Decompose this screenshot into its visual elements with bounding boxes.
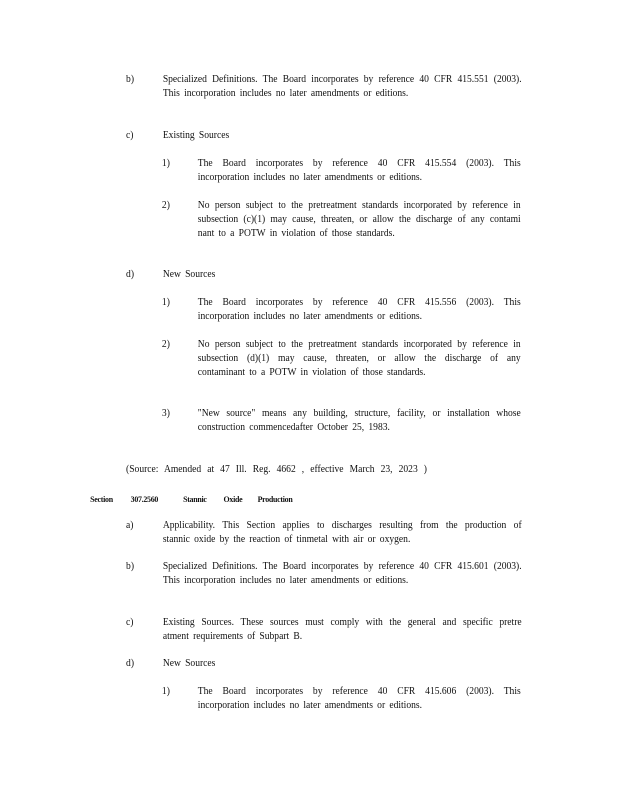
paragraph-text: The Board incorporates by reference 40 CFR 415.606 (2003). This incorporation includes no later amendments or editions. xyxy=(197,686,521,711)
paragraph-label: 2) xyxy=(161,200,170,211)
subsection-label: a) xyxy=(126,520,134,531)
paragraph-text: "New source" means any building, structure, facility, or installation whose construction commencedafter October 25, 1983. xyxy=(197,408,521,433)
subsection-text: Specialized Definitions. The Board incorporates by reference 40 CFR 415.551 (2003). This incorporation includes no later amendments or editions. xyxy=(162,74,522,99)
section-title-word: Stannic xyxy=(183,494,207,504)
section-number: 307.2560 xyxy=(130,494,159,504)
subsection-text: Existing Sources xyxy=(162,130,230,141)
subsection-text: New Sources xyxy=(162,658,216,669)
subsection-label: b) xyxy=(126,74,135,85)
section-word: Section xyxy=(90,494,113,504)
section-title-word: Production xyxy=(257,494,293,504)
paragraph-label: 1) xyxy=(161,158,170,169)
subsection-label: d) xyxy=(126,269,135,280)
source-note: (Source: Amended at 47 Ill. Reg. 4662 , effective March 23, 2023 ) xyxy=(126,464,428,475)
subsection-label: c) xyxy=(126,617,134,628)
paragraph-text: No person subject to the pretreatment standards incorporated by reference in subsection (c)(1) may cause, threaten, or allow the discharge of any contami nant to a POTW in violation of those standards. xyxy=(197,200,521,239)
paragraph-label: 1) xyxy=(161,297,170,308)
paragraph-label: 2) xyxy=(161,339,170,350)
paragraph-label: 1) xyxy=(161,686,170,697)
subsection-label: b) xyxy=(126,561,135,572)
subsection-label: d) xyxy=(126,658,135,669)
subsection-text: Existing Sources. These sources must comply with the general and specific pretre atment requirements of Subpart B. xyxy=(162,617,522,642)
section-title-word: Oxide xyxy=(223,494,243,504)
subsection-text: Applicability. This Section applies to discharges resulting from the production of stannic oxide by the reaction of tinmetal with air or oxygen. xyxy=(162,520,522,545)
subsection-text: Specialized Definitions. The Board incorporates by reference 40 CFR 415.601 (2003). This incorporation includes no later amendments or editions. xyxy=(162,561,522,586)
paragraph-text: The Board incorporates by reference 40 CFR 415.554 (2003). This incorporation includes no later amendments or editions. xyxy=(197,158,521,183)
subsection-text: New Sources xyxy=(162,269,216,280)
paragraph-label: 3) xyxy=(161,408,170,419)
paragraph-text: The Board incorporates by reference 40 CFR 415.556 (2003). This incorporation includes no later amendments or editions. xyxy=(197,297,521,322)
subsection-label: c) xyxy=(126,130,134,141)
paragraph-text: No person subject to the pretreatment standards incorporated by reference in subsection (d)(1) may cause, threaten, or allow the discharge of any contaminant to a POTW in violation of those standards. xyxy=(197,339,521,378)
